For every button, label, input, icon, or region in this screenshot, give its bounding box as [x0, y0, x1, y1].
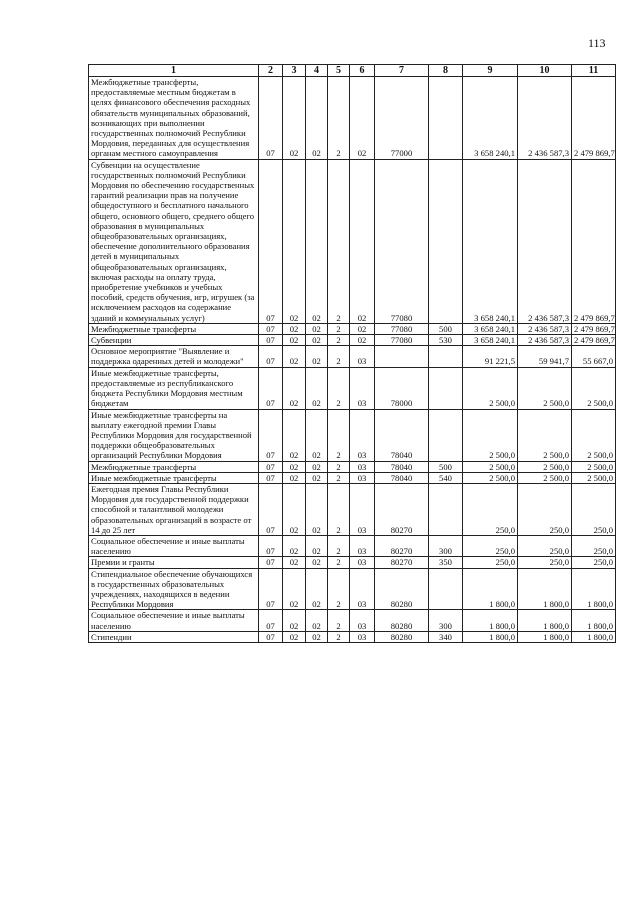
- code-event: 03: [350, 610, 375, 631]
- code-expense-type: 540: [429, 472, 463, 483]
- code-event: 03: [350, 535, 375, 556]
- code-direction: [375, 346, 429, 367]
- code-event: 03: [350, 631, 375, 642]
- row-name: Иные межбюджетные трансферты на выплату ежегодной премии Главы Республики Мордовия для государственной поддержки общеобразовательных организаций Республики Мордовия: [89, 409, 259, 461]
- row-name: Основное мероприятие "Выявление и поддержка одаренных детей и молодежи": [89, 346, 259, 367]
- amount-year-2: 2 500,0: [518, 367, 572, 409]
- code-expense-type: [429, 159, 463, 323]
- code-expense-type: 300: [429, 535, 463, 556]
- code-program: 02: [306, 631, 328, 642]
- amount-year-1: 2 500,0: [463, 367, 518, 409]
- header-cell: 5: [328, 65, 350, 77]
- code-subsection: 02: [283, 323, 306, 334]
- code-expense-type: 500: [429, 323, 463, 334]
- code-expense-type: [429, 77, 463, 160]
- code-subprogram: 2: [328, 346, 350, 367]
- code-subsection: 02: [283, 568, 306, 610]
- code-event: 03: [350, 409, 375, 461]
- code-section: 07: [259, 323, 283, 334]
- code-program: 02: [306, 335, 328, 346]
- row-name: Ежегодная премия Главы Республики Мордовия для государственной поддержки способной и талантливой молодежи образовательных организаций в возрасте от 14 до 25 лет: [89, 483, 259, 535]
- amount-year-1: 250,0: [463, 535, 518, 556]
- table-row: [89, 610, 616, 631]
- row-name: Стипендиальное обеспечение обучающихся в государственных образовательных учреждениях, находящихся в ведении Республики Мордовия: [89, 568, 259, 610]
- code-expense-type: 340: [429, 631, 463, 642]
- table-row: [89, 335, 616, 346]
- amount-year-2: 2 500,0: [518, 409, 572, 461]
- code-subprogram: 2: [328, 472, 350, 483]
- code-direction: 80270: [375, 557, 429, 568]
- code-direction: 80280: [375, 568, 429, 610]
- code-expense-type: 500: [429, 461, 463, 472]
- code-subprogram: 2: [328, 535, 350, 556]
- code-subsection: 02: [283, 472, 306, 483]
- code-subprogram: 2: [328, 409, 350, 461]
- code-subsection: 02: [283, 631, 306, 642]
- code-program: 02: [306, 557, 328, 568]
- code-direction: 80280: [375, 610, 429, 631]
- amount-year-1: 2 500,0: [463, 461, 518, 472]
- row-name: Стипендии: [89, 631, 259, 642]
- table-row: [89, 631, 616, 642]
- amount-year-3: 1 800,0: [572, 568, 616, 610]
- code-direction: 78040: [375, 472, 429, 483]
- table-row: [89, 77, 616, 160]
- amount-year-2: 2 436 587,3: [518, 77, 572, 160]
- code-event: 03: [350, 557, 375, 568]
- code-section: 07: [259, 535, 283, 556]
- amount-year-2: 250,0: [518, 483, 572, 535]
- row-name: Премии и гранты: [89, 557, 259, 568]
- amount-year-1: 1 800,0: [463, 631, 518, 642]
- code-section: 07: [259, 159, 283, 323]
- code-program: 02: [306, 323, 328, 334]
- budget-table: [88, 64, 616, 643]
- amount-year-1: 250,0: [463, 483, 518, 535]
- header-cell: 7: [375, 65, 429, 77]
- code-subprogram: 2: [328, 77, 350, 160]
- header-cell: 3: [283, 65, 306, 77]
- table-row: [89, 367, 616, 409]
- amount-year-2: 1 800,0: [518, 568, 572, 610]
- code-section: 07: [259, 472, 283, 483]
- code-direction: 78040: [375, 461, 429, 472]
- amount-year-3: 250,0: [572, 557, 616, 568]
- amount-year-3: 2 479 869,7: [572, 159, 616, 323]
- code-direction: 77080: [375, 323, 429, 334]
- amount-year-1: 3 658 240,1: [463, 323, 518, 334]
- amount-year-3: 2 500,0: [572, 472, 616, 483]
- code-subprogram: 2: [328, 367, 350, 409]
- code-subsection: 02: [283, 483, 306, 535]
- code-program: 02: [306, 568, 328, 610]
- header-cell: 1: [89, 65, 259, 77]
- amount-year-1: 3 658 240,1: [463, 77, 518, 160]
- code-expense-type: [429, 367, 463, 409]
- table-row: [89, 323, 616, 334]
- amount-year-2: 1 800,0: [518, 610, 572, 631]
- amount-year-2: 2 500,0: [518, 461, 572, 472]
- amount-year-3: 2 479 869,7: [572, 77, 616, 160]
- code-subsection: 02: [283, 557, 306, 568]
- amount-year-3: 2 479 869,7: [572, 323, 616, 334]
- code-event: 02: [350, 159, 375, 323]
- code-subsection: 02: [283, 461, 306, 472]
- header-cell: 9: [463, 65, 518, 77]
- amount-year-3: 2 500,0: [572, 367, 616, 409]
- amount-year-3: 250,0: [572, 483, 616, 535]
- code-section: 07: [259, 631, 283, 642]
- code-event: 03: [350, 367, 375, 409]
- amount-year-3: 2 479 869,7: [572, 335, 616, 346]
- code-subprogram: 2: [328, 159, 350, 323]
- code-event: 02: [350, 335, 375, 346]
- amount-year-3: 1 800,0: [572, 631, 616, 642]
- amount-year-1: 91 221,5: [463, 346, 518, 367]
- header-cell: 4: [306, 65, 328, 77]
- code-program: 02: [306, 409, 328, 461]
- code-program: 02: [306, 461, 328, 472]
- code-direction: 80280: [375, 631, 429, 642]
- code-direction: 80270: [375, 483, 429, 535]
- code-subsection: 02: [283, 610, 306, 631]
- code-subsection: 02: [283, 159, 306, 323]
- code-expense-type: [429, 568, 463, 610]
- code-expense-type: 300: [429, 610, 463, 631]
- row-name: Социальное обеспечение и иные выплаты населению: [89, 610, 259, 631]
- header-cell: 2: [259, 65, 283, 77]
- amount-year-2: 2 436 587,3: [518, 159, 572, 323]
- amount-year-2: 2 436 587,3: [518, 335, 572, 346]
- code-subprogram: 2: [328, 483, 350, 535]
- code-event: 03: [350, 568, 375, 610]
- code-section: 07: [259, 568, 283, 610]
- table-body: [89, 77, 616, 643]
- header-cell: 10: [518, 65, 572, 77]
- code-section: 07: [259, 346, 283, 367]
- code-section: 07: [259, 610, 283, 631]
- code-event: 02: [350, 323, 375, 334]
- amount-year-1: 1 800,0: [463, 568, 518, 610]
- amount-year-3: 250,0: [572, 535, 616, 556]
- code-event: 03: [350, 483, 375, 535]
- code-section: 07: [259, 461, 283, 472]
- code-subprogram: 2: [328, 568, 350, 610]
- row-name: Субвенции на осуществление государственных полномочий Республики Мордовия по обеспечению государственных гарантий реализации прав на получение общедоступного и бесплатного начального общего, основного общего, среднего общего образования в муниципальных общеобразовательных организациях, обеспечение дополнительного образования детей в муниципальных общеобразовательных организациях, включая расходы на оплату труда, приобретение учебников и учебных пособий, средств обучения, игр, игрушек (за исключением расходов на содержание зданий и коммунальных услуг): [89, 159, 259, 323]
- header-row: [89, 65, 616, 77]
- code-expense-type: 350: [429, 557, 463, 568]
- code-program: 02: [306, 535, 328, 556]
- code-direction: 78000: [375, 367, 429, 409]
- amount-year-2: 2 500,0: [518, 472, 572, 483]
- amount-year-1: 250,0: [463, 557, 518, 568]
- code-direction: 78040: [375, 409, 429, 461]
- code-program: 02: [306, 159, 328, 323]
- table-row: [89, 483, 616, 535]
- row-name: Иные межбюджетные трансферты: [89, 472, 259, 483]
- code-program: 02: [306, 610, 328, 631]
- code-direction: 80270: [375, 535, 429, 556]
- amount-year-1: 3 658 240,1: [463, 335, 518, 346]
- row-name: Межбюджетные трансферты: [89, 461, 259, 472]
- table-row: [89, 535, 616, 556]
- code-direction: 77080: [375, 159, 429, 323]
- code-program: 02: [306, 367, 328, 409]
- code-subprogram: 2: [328, 610, 350, 631]
- table-row: [89, 409, 616, 461]
- header-cell: 11: [572, 65, 616, 77]
- amount-year-1: 1 800,0: [463, 610, 518, 631]
- code-subsection: 02: [283, 535, 306, 556]
- amount-year-3: 2 500,0: [572, 409, 616, 461]
- code-direction: 77080: [375, 335, 429, 346]
- code-subsection: 02: [283, 409, 306, 461]
- code-subprogram: 2: [328, 335, 350, 346]
- table-row: [89, 346, 616, 367]
- code-subprogram: 2: [328, 557, 350, 568]
- amount-year-1: 3 658 240,1: [463, 159, 518, 323]
- code-subsection: 02: [283, 346, 306, 367]
- amount-year-3: 55 667,0: [572, 346, 616, 367]
- code-section: 07: [259, 77, 283, 160]
- amount-year-3: 2 500,0: [572, 461, 616, 472]
- row-name: Иные межбюджетные трансферты, предоставляемые из республиканского бюджета Республики Мордовия местным бюджетам: [89, 367, 259, 409]
- code-section: 07: [259, 483, 283, 535]
- code-expense-type: [429, 346, 463, 367]
- code-subprogram: 2: [328, 323, 350, 334]
- code-subprogram: 2: [328, 461, 350, 472]
- code-expense-type: 530: [429, 335, 463, 346]
- code-program: 02: [306, 77, 328, 160]
- amount-year-2: 1 800,0: [518, 631, 572, 642]
- code-subsection: 02: [283, 335, 306, 346]
- code-event: 02: [350, 77, 375, 160]
- header-cell: 8: [429, 65, 463, 77]
- code-expense-type: [429, 409, 463, 461]
- code-section: 07: [259, 335, 283, 346]
- code-section: 07: [259, 409, 283, 461]
- amount-year-1: 2 500,0: [463, 409, 518, 461]
- code-section: 07: [259, 557, 283, 568]
- table-row: [89, 159, 616, 323]
- code-direction: 77000: [375, 77, 429, 160]
- row-name: Межбюджетные трансферты: [89, 323, 259, 334]
- code-subprogram: 2: [328, 631, 350, 642]
- amount-year-3: 1 800,0: [572, 610, 616, 631]
- header-cell: 6: [350, 65, 375, 77]
- code-event: 03: [350, 472, 375, 483]
- amount-year-2: 59 941,7: [518, 346, 572, 367]
- row-name: Межбюджетные трансферты, предоставляемые местным бюджетам в целях финансового обеспечения расходных обязательств муниципальных образований, возникающих при выполнении государственных полномочий Республики Мордовия, переданных для осуществления органам местного самоуправления: [89, 77, 259, 160]
- table-row: [89, 472, 616, 483]
- table-row: [89, 461, 616, 472]
- code-event: 03: [350, 461, 375, 472]
- code-section: 07: [259, 367, 283, 409]
- table-row: [89, 557, 616, 568]
- code-program: 02: [306, 472, 328, 483]
- amount-year-2: 2 436 587,3: [518, 323, 572, 334]
- amount-year-2: 250,0: [518, 535, 572, 556]
- table-row: [89, 568, 616, 610]
- page-number: 113: [588, 36, 606, 50]
- code-subsection: 02: [283, 77, 306, 160]
- code-program: 02: [306, 346, 328, 367]
- amount-year-1: 2 500,0: [463, 472, 518, 483]
- amount-year-2: 250,0: [518, 557, 572, 568]
- row-name: Социальное обеспечение и иные выплаты населению: [89, 535, 259, 556]
- code-program: 02: [306, 483, 328, 535]
- code-event: 03: [350, 346, 375, 367]
- row-name: Субвенции: [89, 335, 259, 346]
- code-subsection: 02: [283, 367, 306, 409]
- code-expense-type: [429, 483, 463, 535]
